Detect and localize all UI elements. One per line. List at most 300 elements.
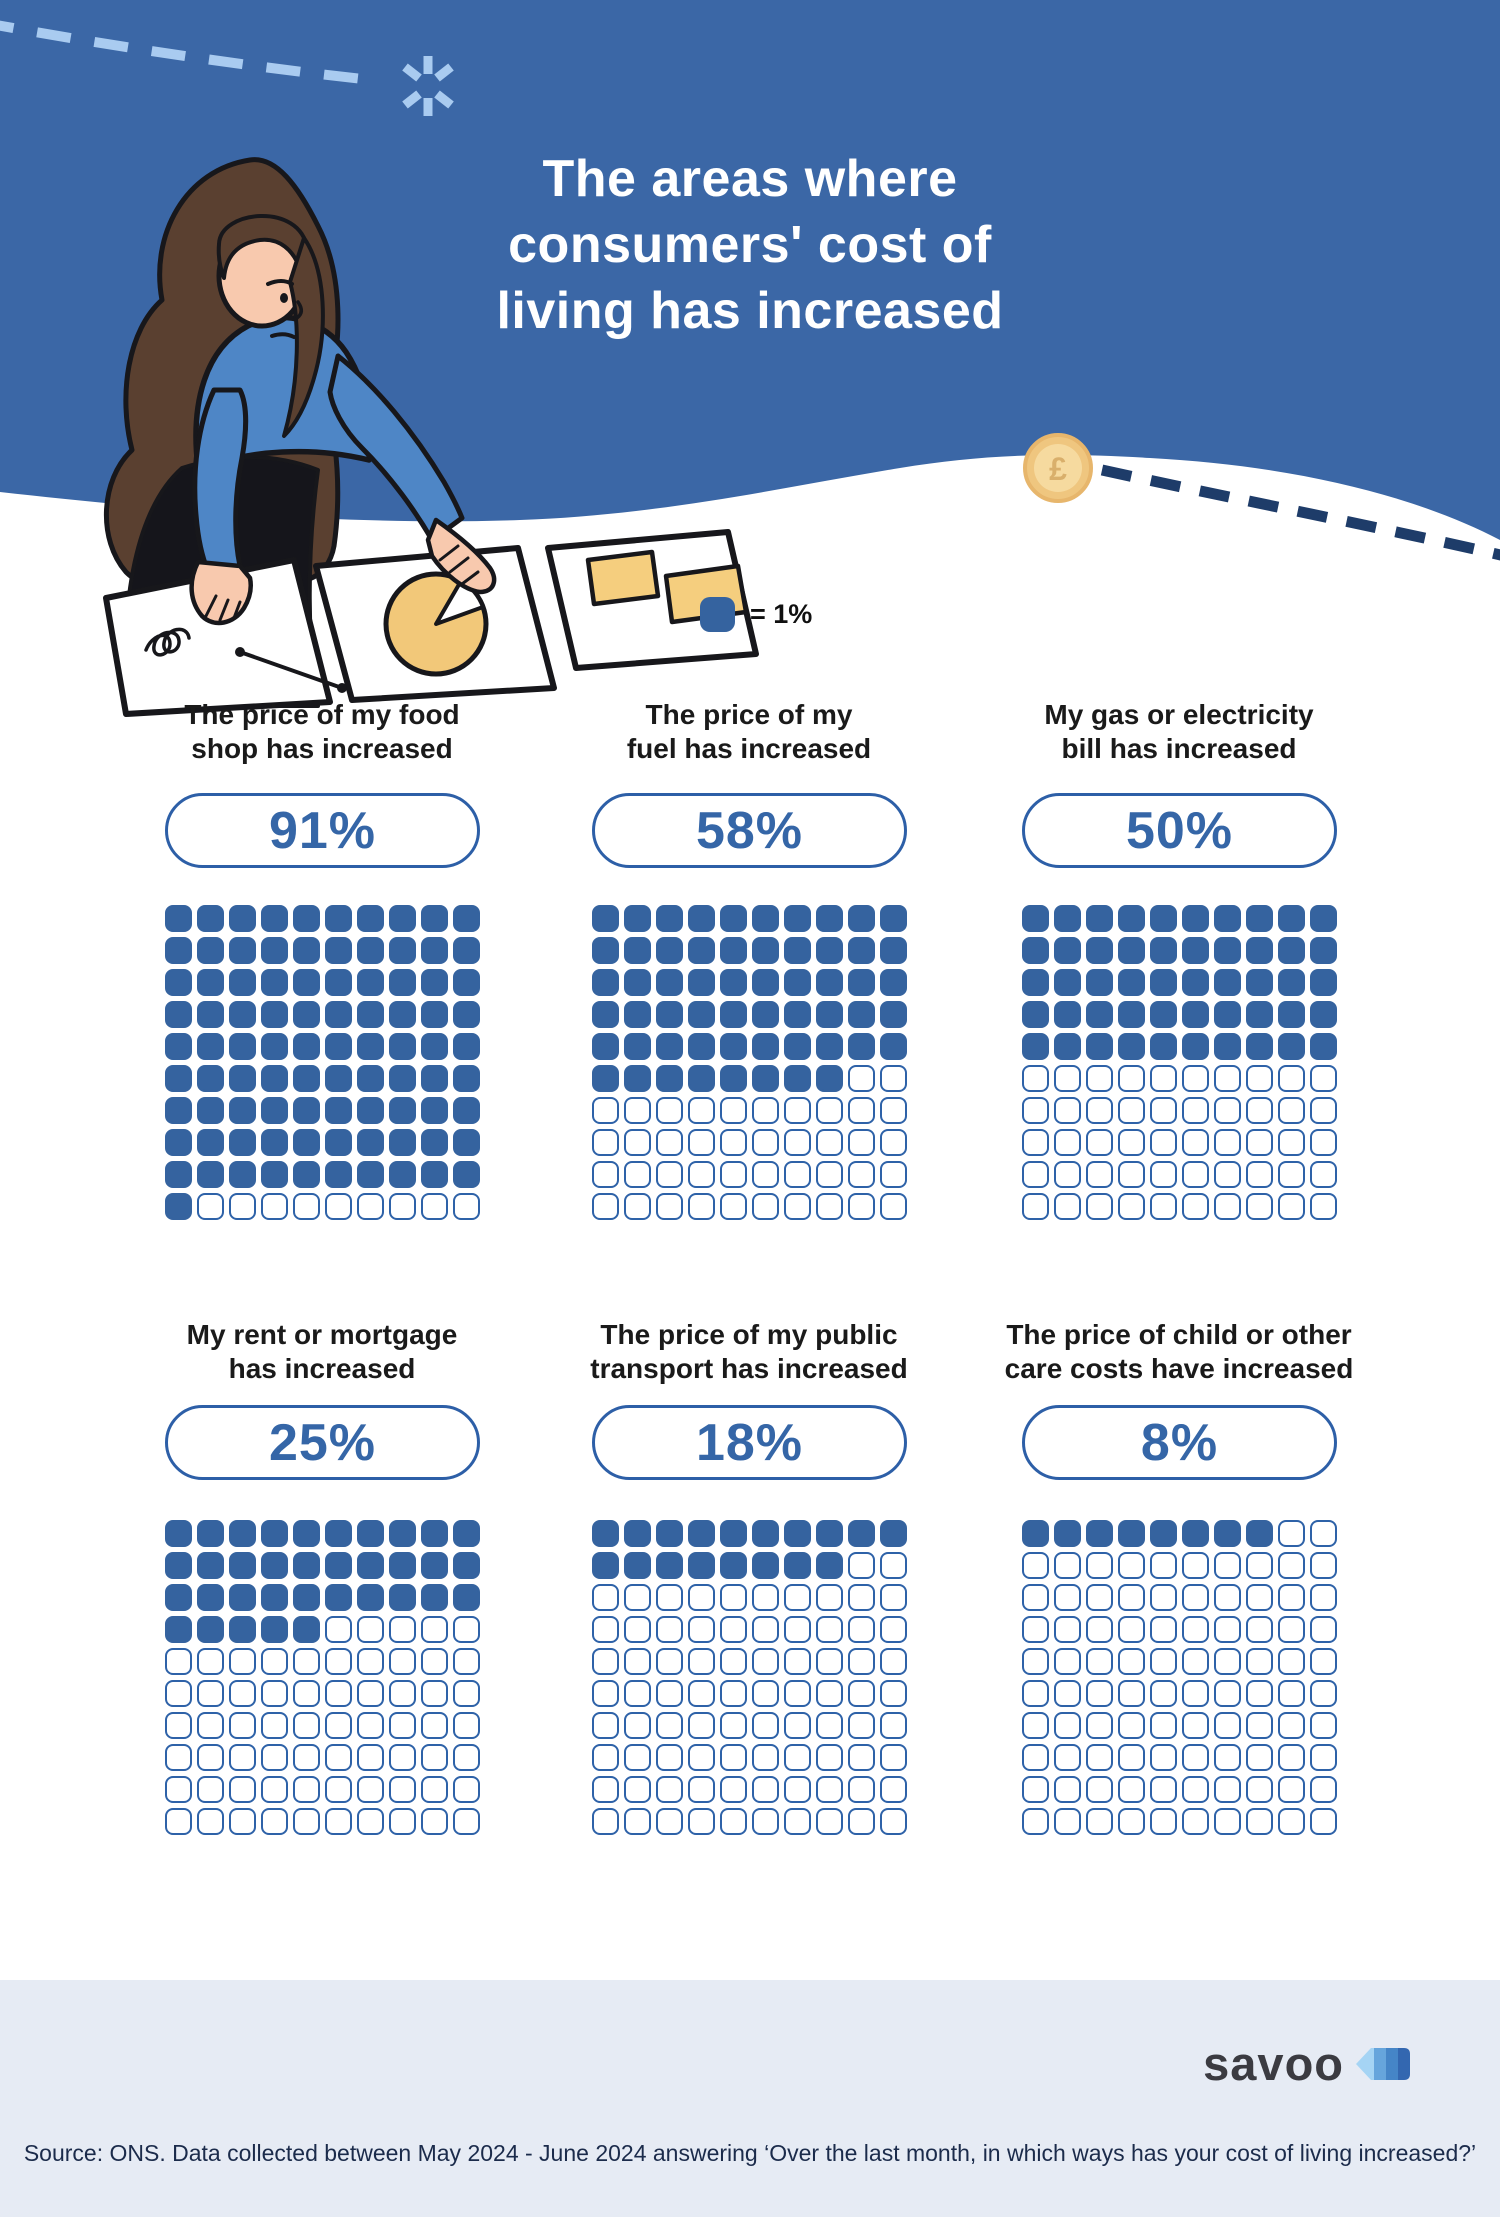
waffle-cell: [656, 1193, 683, 1220]
percentage-pill: [592, 1405, 907, 1480]
waffle-cell: [816, 1648, 843, 1675]
waffle-cell: [1246, 1097, 1273, 1124]
waffle-cell: [784, 1065, 811, 1092]
waffle-cell: [453, 1616, 480, 1643]
waffle-cell: [1310, 1808, 1337, 1835]
waffle-cell: [720, 1776, 747, 1803]
pound-coin-icon: [1025, 435, 1091, 501]
waffle-cell: [688, 1776, 715, 1803]
waffle-grid: [165, 905, 480, 1220]
waffle-cell: [229, 1552, 256, 1579]
waffle-cell: [592, 1776, 619, 1803]
waffle-grid: [165, 1520, 480, 1835]
waffle-cell: [165, 1648, 192, 1675]
waffle-cell: [165, 1616, 192, 1643]
waffle-cell: [357, 1129, 384, 1156]
waffle-cell: [592, 1161, 619, 1188]
waffle-cell: [624, 905, 651, 932]
waffle-cell: [261, 1097, 288, 1124]
waffle-cell: [752, 1616, 779, 1643]
waffle-cell: [720, 937, 747, 964]
sticky-note: [588, 552, 658, 604]
waffle-cell: [325, 1001, 352, 1028]
waffle-cell: [720, 1065, 747, 1092]
waffle-cell: [1246, 937, 1273, 964]
waffle-cell: [389, 905, 416, 932]
waffle-cell: [656, 1680, 683, 1707]
waffle-cell: [453, 905, 480, 932]
waffle-cell: [880, 1161, 907, 1188]
waffle-cell: [1022, 1648, 1049, 1675]
waffle-cell: [229, 1193, 256, 1220]
waffle-cell: [1150, 1129, 1177, 1156]
waffle-cell: [165, 969, 192, 996]
waffle-cell: [848, 1744, 875, 1771]
waffle-cell: [1118, 1808, 1145, 1835]
waffle-cell: [325, 1552, 352, 1579]
waffle-cell: [389, 1648, 416, 1675]
waffle-cell: [784, 969, 811, 996]
waffle-cell: [1022, 1065, 1049, 1092]
waffle-cell: [1054, 1648, 1081, 1675]
waffle-cell: [357, 937, 384, 964]
waffle-cell: [1278, 1065, 1305, 1092]
waffle-cell: [1214, 1065, 1241, 1092]
waffle-cell: [261, 1712, 288, 1739]
waffle-cell: [1054, 1744, 1081, 1771]
waffle-cell: [880, 1776, 907, 1803]
waffle-cell: [688, 1520, 715, 1547]
waffle-cell: [197, 1712, 224, 1739]
waffle-cell: [1182, 1616, 1209, 1643]
waffle-grid: [592, 1520, 907, 1835]
waffle-cell: [624, 1129, 651, 1156]
waffle-cell: [592, 1680, 619, 1707]
waffle-cell: [688, 1712, 715, 1739]
waffle-cell: [389, 1776, 416, 1803]
waffle-cell: [656, 1129, 683, 1156]
waffle-cell: [293, 1193, 320, 1220]
waffle-cell: [1022, 1161, 1049, 1188]
waffle-cell: [325, 1161, 352, 1188]
waffle-cell: [592, 1520, 619, 1547]
waffle-cell: [1118, 1712, 1145, 1739]
waffle-cell: [1182, 1680, 1209, 1707]
waffle-cell: [880, 1097, 907, 1124]
waffle-cell: [1054, 1033, 1081, 1060]
waffle-cell: [1278, 937, 1305, 964]
waffle-cell: [880, 905, 907, 932]
waffle-cell: [848, 1193, 875, 1220]
waffle-cell: [165, 1776, 192, 1803]
waffle-cell: [720, 1584, 747, 1611]
waffle-cell: [325, 969, 352, 996]
waffle-cell: [1118, 1552, 1145, 1579]
waffle-cell: [421, 1712, 448, 1739]
waffle-cell: [197, 1520, 224, 1547]
waffle-cell: [1246, 1520, 1273, 1547]
waffle-cell: [752, 1001, 779, 1028]
waffle-cell: [1214, 937, 1241, 964]
waffle-cell: [1246, 1001, 1273, 1028]
chart-label-line: My rent or mortgage: [186, 1319, 458, 1350]
chart-label-line: The price of my food: [184, 699, 460, 730]
waffle-cell: [624, 1033, 651, 1060]
waffle-cell: [1310, 937, 1337, 964]
waffle-cell: [229, 969, 256, 996]
waffle-cell: [784, 937, 811, 964]
percentage-pill: [1022, 793, 1337, 868]
waffle-cell: [1182, 905, 1209, 932]
page-title: [330, 146, 1170, 344]
waffle-cell: [592, 1552, 619, 1579]
waffle-cell: [165, 1520, 192, 1547]
chart-label: [534, 698, 964, 766]
waffle-cell: [688, 1808, 715, 1835]
waffle-cell: [357, 1033, 384, 1060]
waffle-cell: [421, 937, 448, 964]
waffle-cell: [1022, 1033, 1049, 1060]
chart-label-line: My gas or electricity: [1044, 699, 1314, 730]
waffle-cell: [325, 1129, 352, 1156]
waffle-cell: [880, 937, 907, 964]
waffle-cell: [261, 1033, 288, 1060]
waffle-cell: [421, 1161, 448, 1188]
waffle-cell: [816, 1001, 843, 1028]
waffle-cell: [1214, 1648, 1241, 1675]
waffle-cell: [1150, 1552, 1177, 1579]
waffle-cell: [880, 1680, 907, 1707]
waffle-cell: [1086, 1744, 1113, 1771]
waffle-cell: [784, 905, 811, 932]
chart-label-line: transport has increased: [590, 1353, 908, 1384]
waffle-cell: [325, 905, 352, 932]
waffle-cell: [1118, 1033, 1145, 1060]
waffle-cell: [229, 1584, 256, 1611]
waffle-cell: [624, 1552, 651, 1579]
waffle-cell: [357, 1680, 384, 1707]
waffle-cell: [1214, 1193, 1241, 1220]
waffle-cell: [624, 1001, 651, 1028]
waffle-cell: [1278, 1680, 1305, 1707]
waffle-cell: [1022, 937, 1049, 964]
waffle-cell: [880, 1712, 907, 1739]
waffle-cell: [1214, 1680, 1241, 1707]
waffle-cell: [197, 1648, 224, 1675]
waffle-cell: [1310, 1065, 1337, 1092]
waffle-cell: [720, 1161, 747, 1188]
waffle-cell: [165, 1033, 192, 1060]
waffle-cell: [624, 1808, 651, 1835]
waffle-cell: [453, 1097, 480, 1124]
waffle-cell: [421, 1616, 448, 1643]
waffle-cell: [197, 1616, 224, 1643]
price-tag-icon: [1354, 2045, 1412, 2083]
waffle-cell: [453, 1001, 480, 1028]
brand-wordmark: savoo: [1203, 2037, 1344, 2090]
waffle-cell: [656, 1712, 683, 1739]
waffle-cell: [421, 1744, 448, 1771]
waffle-cell: [389, 1129, 416, 1156]
waffle-cell: [357, 1161, 384, 1188]
waffle-cell: [165, 937, 192, 964]
waffle-cell: [197, 1552, 224, 1579]
waffle-cell: [1310, 1193, 1337, 1220]
waffle-cell: [1022, 1616, 1049, 1643]
waffle-cell: [720, 969, 747, 996]
waffle-cell: [357, 1193, 384, 1220]
waffle-cell: [688, 1680, 715, 1707]
waffle-cell: [1246, 969, 1273, 996]
waffle-cell: [389, 1584, 416, 1611]
waffle-cell: [1182, 1033, 1209, 1060]
waffle-cell: [1118, 1744, 1145, 1771]
waffle-cell: [1118, 1065, 1145, 1092]
waffle-cell: [421, 1584, 448, 1611]
waffle-cell: [592, 1616, 619, 1643]
waffle-cell: [1278, 1584, 1305, 1611]
waffle-cell: [453, 937, 480, 964]
waffle-cell: [1054, 1161, 1081, 1188]
svg-text:£: £: [1049, 451, 1067, 487]
chart-label-line: has increased: [228, 1353, 416, 1384]
waffle-cell: [720, 1648, 747, 1675]
waffle-cell: [261, 1616, 288, 1643]
waffle-cell: [325, 1648, 352, 1675]
waffle-cell: [592, 1744, 619, 1771]
waffle-cell: [848, 1552, 875, 1579]
waffle-cell: [453, 1680, 480, 1707]
waffle-cell: [389, 1097, 416, 1124]
waffle-cell: [784, 1193, 811, 1220]
waffle-cell: [1086, 1648, 1113, 1675]
waffle-cell: [453, 1744, 480, 1771]
waffle-cell: [1182, 1193, 1209, 1220]
waffle-cell: [261, 1065, 288, 1092]
waffle-cell: [293, 1584, 320, 1611]
waffle-cell: [752, 1648, 779, 1675]
waffle-cell: [1310, 969, 1337, 996]
waffle-cell: [453, 1065, 480, 1092]
waffle-cell: [229, 1033, 256, 1060]
waffle-cell: [624, 1744, 651, 1771]
waffle-cell: [848, 937, 875, 964]
waffle-cell: [1182, 1744, 1209, 1771]
waffle-cell: [1022, 1584, 1049, 1611]
waffle-cell: [688, 1552, 715, 1579]
waffle-cell: [453, 1193, 480, 1220]
waffle-cell: [1086, 1520, 1113, 1547]
waffle-cell: [261, 1808, 288, 1835]
waffle-cell: [592, 1712, 619, 1739]
brand-logo: [1203, 2037, 1412, 2090]
waffle-cell: [1054, 969, 1081, 996]
waffle-cell: [261, 1161, 288, 1188]
waffle-cell: [784, 1712, 811, 1739]
waffle-cell: [261, 937, 288, 964]
waffle-cell: [165, 1001, 192, 1028]
waffle-cell: [165, 1680, 192, 1707]
waffle-cell: [848, 1065, 875, 1092]
waffle-cell: [656, 905, 683, 932]
waffle-cell: [1118, 905, 1145, 932]
chart-label: [107, 1318, 537, 1386]
waffle-cell: [848, 1712, 875, 1739]
waffle-cell: [1310, 1552, 1337, 1579]
waffle-cell: [1150, 1065, 1177, 1092]
waffle-cell: [624, 1193, 651, 1220]
waffle-cell: [816, 1616, 843, 1643]
waffle-cell: [293, 1065, 320, 1092]
waffle-cell: [293, 937, 320, 964]
waffle-cell: [1278, 1001, 1305, 1028]
waffle-cell: [1278, 905, 1305, 932]
waffle-cell: [720, 1680, 747, 1707]
waffle-cell: [453, 1584, 480, 1611]
waffle-cell: [848, 1808, 875, 1835]
waffle-cell: [1246, 1776, 1273, 1803]
waffle-cell: [165, 1712, 192, 1739]
waffle-cell: [848, 969, 875, 996]
waffle-cell: [293, 1808, 320, 1835]
waffle-cell: [1054, 1552, 1081, 1579]
waffle-cell: [880, 1616, 907, 1643]
waffle-cell: [453, 1520, 480, 1547]
waffle-cell: [1086, 1097, 1113, 1124]
waffle-cell: [261, 969, 288, 996]
waffle-cell: [624, 1520, 651, 1547]
waffle-cell: [357, 1097, 384, 1124]
waffle-cell: [656, 1001, 683, 1028]
waffle-cell: [293, 1648, 320, 1675]
waffle-cell: [421, 1065, 448, 1092]
waffle-cell: [165, 1161, 192, 1188]
waffle-cell: [656, 1033, 683, 1060]
legend-swatch-icon: [700, 597, 735, 632]
waffle-cell: [261, 905, 288, 932]
waffle-cell: [1086, 1033, 1113, 1060]
waffle-cell: [1278, 1193, 1305, 1220]
waffle-cell: [421, 1552, 448, 1579]
waffle-cell: [1150, 1193, 1177, 1220]
waffle-cell: [261, 1193, 288, 1220]
waffle-cell: [592, 1193, 619, 1220]
waffle-cell: [389, 1520, 416, 1547]
waffle-cell: [720, 1129, 747, 1156]
waffle-cell: [752, 1033, 779, 1060]
waffle-cell: [1246, 1161, 1273, 1188]
chart-label-line: fuel has increased: [626, 733, 872, 764]
waffle-cell: [1182, 1129, 1209, 1156]
waffle-cell: [1246, 1552, 1273, 1579]
waffle-cell: [1182, 1584, 1209, 1611]
waffle-cell: [624, 1065, 651, 1092]
waffle-cell: [357, 1776, 384, 1803]
waffle-cell: [720, 1193, 747, 1220]
waffle-cell: [325, 1520, 352, 1547]
waffle-cell: [624, 1584, 651, 1611]
waffle-cell: [165, 1097, 192, 1124]
waffle-cell: [1310, 1001, 1337, 1028]
waffle-cell: [1150, 1648, 1177, 1675]
waffle-cell: [880, 1808, 907, 1835]
waffle-cell: [165, 1129, 192, 1156]
waffle-cell: [389, 1033, 416, 1060]
waffle-cell: [357, 1808, 384, 1835]
percentage-pill: [1022, 1405, 1337, 1480]
waffle-cell: [261, 1552, 288, 1579]
waffle-cell: [261, 1648, 288, 1675]
waffle-cell: [293, 905, 320, 932]
waffle-cell: [421, 1776, 448, 1803]
waffle-cell: [1214, 1001, 1241, 1028]
waffle-cell: [752, 1129, 779, 1156]
waffle-cell: [656, 1776, 683, 1803]
waffle-cell: [357, 1065, 384, 1092]
waffle-cell: [1054, 1193, 1081, 1220]
waffle-cell: [1118, 969, 1145, 996]
waffle-cell: [816, 1161, 843, 1188]
title-line: consumers' cost of: [508, 216, 992, 274]
waffle-cell: [1150, 969, 1177, 996]
waffle-cell: [1054, 1808, 1081, 1835]
waffle-cell: [592, 937, 619, 964]
waffle-cell: [752, 937, 779, 964]
waffle-cell: [229, 1520, 256, 1547]
waffle-cell: [1086, 905, 1113, 932]
waffle-cell: [656, 1065, 683, 1092]
waffle-cell: [293, 1712, 320, 1739]
waffle-cell: [848, 1776, 875, 1803]
waffle-cell: [880, 1744, 907, 1771]
waffle-cell: [1118, 1520, 1145, 1547]
waffle-cell: [1118, 1129, 1145, 1156]
waffle-cell: [261, 1520, 288, 1547]
waffle-cell: [261, 1680, 288, 1707]
waffle-cell: [229, 1616, 256, 1643]
legend: [700, 597, 812, 632]
waffle-cell: [1278, 1097, 1305, 1124]
waffle-cell: [229, 1129, 256, 1156]
waffle-cell: [1278, 1744, 1305, 1771]
waffle-cell: [816, 1520, 843, 1547]
percentage-value: 91%: [268, 801, 377, 860]
waffle-cell: [1214, 1616, 1241, 1643]
waffle-cell: [720, 1520, 747, 1547]
waffle-cell: [1246, 1648, 1273, 1675]
chart-label-line: The price of my public: [600, 1319, 898, 1350]
waffle-cell: [880, 1648, 907, 1675]
chart-label-line: The price of my: [645, 699, 853, 730]
waffle-cell: [293, 1744, 320, 1771]
waffle-cell: [592, 1033, 619, 1060]
waffle-cell: [1118, 1776, 1145, 1803]
waffle-cell: [357, 905, 384, 932]
waffle-cell: [880, 1520, 907, 1547]
waffle-cell: [1278, 969, 1305, 996]
waffle-cell: [1182, 1065, 1209, 1092]
waffle-cell: [1214, 1744, 1241, 1771]
waffle-cell: [784, 1744, 811, 1771]
waffle-cell: [325, 1584, 352, 1611]
waffle-cell: [1310, 1033, 1337, 1060]
waffle-cell: [325, 1776, 352, 1803]
waffle-cell: [1054, 1616, 1081, 1643]
percentage-value: 58%: [695, 801, 804, 860]
waffle-cell: [624, 1616, 651, 1643]
percentage-pill: [592, 793, 907, 868]
waffle-cell: [1150, 1808, 1177, 1835]
